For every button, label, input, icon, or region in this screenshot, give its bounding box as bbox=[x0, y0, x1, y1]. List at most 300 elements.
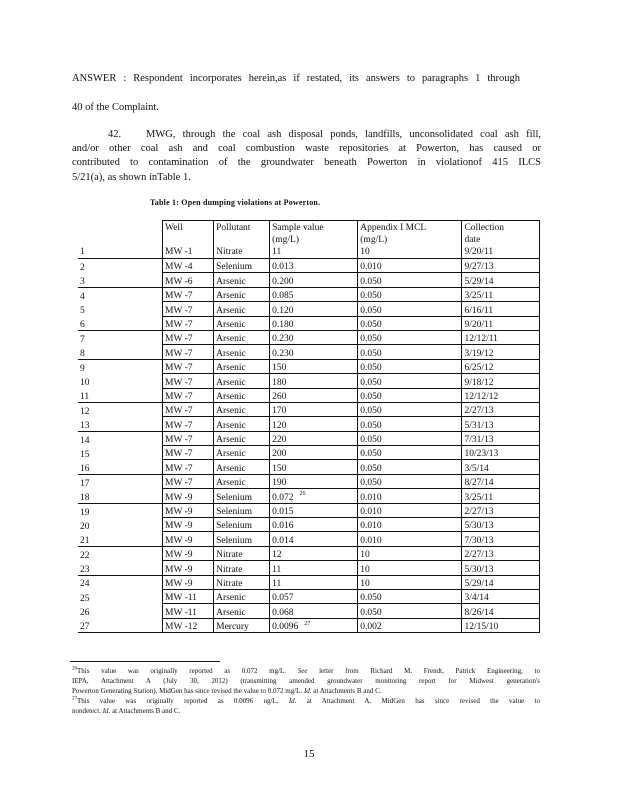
row-number bbox=[78, 589, 163, 603]
collection-date-cell bbox=[462, 316, 540, 330]
pollutant-cell bbox=[214, 273, 270, 287]
sample-value-cell-text: 120 bbox=[272, 420, 287, 431]
pollutant-cell-text: Arsenic bbox=[216, 319, 246, 330]
row-number bbox=[78, 604, 163, 618]
sample-value-cell bbox=[270, 402, 358, 416]
table-row bbox=[78, 388, 540, 402]
sample-value-cell-text: 0.120 bbox=[272, 305, 294, 316]
table-row bbox=[78, 503, 540, 517]
mcl-cell-text: 0.050 bbox=[360, 334, 382, 345]
well-cell-text: MW -7 bbox=[165, 319, 193, 330]
collection-date-cell-text: 2/27/13 bbox=[464, 406, 494, 417]
pollutant-cell-text: Arsenic bbox=[216, 363, 246, 374]
first-mcl-value: 10 bbox=[360, 247, 370, 257]
collection-date-cell-text: 5/29/14 bbox=[464, 578, 494, 589]
pollutant-cell bbox=[214, 302, 270, 316]
collection-date-cell bbox=[462, 460, 540, 474]
mcl-cell-text: 0.010 bbox=[360, 535, 382, 546]
sample-value-cell bbox=[270, 287, 358, 301]
collection-date-header bbox=[462, 221, 540, 259]
mcl-cell bbox=[358, 287, 462, 301]
table-row bbox=[78, 489, 540, 503]
table-row bbox=[78, 345, 540, 359]
well-cell bbox=[163, 316, 214, 330]
footnote-27-line-2b: . at Attachments B and C. bbox=[108, 707, 181, 715]
row-number-text: 4 bbox=[80, 291, 85, 302]
pollutant-cell-text: Arsenic bbox=[216, 435, 246, 446]
pollutant-cell bbox=[214, 546, 270, 560]
first-date-value: 9/20/11 bbox=[464, 247, 494, 257]
mcl-cell bbox=[358, 446, 462, 460]
well-cell bbox=[163, 431, 214, 445]
sample-value-cell-text: 260 bbox=[272, 391, 287, 402]
mcl-cell bbox=[358, 388, 462, 402]
table-row bbox=[78, 474, 540, 488]
sample-value-cell-text: 0.072 bbox=[272, 492, 294, 503]
collection-date-cell-text: 6/16/11 bbox=[464, 305, 494, 316]
table-row bbox=[78, 374, 540, 388]
pollutant-cell bbox=[214, 359, 270, 373]
mcl-cell-text: 0.050 bbox=[360, 276, 382, 287]
footnote-26-id: Id bbox=[303, 687, 310, 695]
sample-value-cell bbox=[270, 431, 358, 445]
well-cell bbox=[163, 489, 214, 503]
pollutant-header-label: Pollutant bbox=[216, 223, 251, 233]
mcl-cell-text: 0.050 bbox=[360, 435, 382, 446]
collection-date-cell-text: 2/27/13 bbox=[464, 507, 494, 518]
row-number-text: 7 bbox=[80, 334, 85, 345]
sample-value-cell-text: 0.015 bbox=[272, 507, 294, 518]
sample-value-cell bbox=[270, 561, 358, 575]
pollutant-cell bbox=[214, 460, 270, 474]
mcl-cell-text: 0.050 bbox=[360, 305, 382, 316]
row-number-text: 22 bbox=[80, 550, 90, 561]
collection-date-cell-text: 3/5/14 bbox=[464, 463, 489, 474]
table-row bbox=[78, 302, 540, 316]
footnote-27-line-2 bbox=[72, 706, 540, 716]
pollutant-cell-text: Nitrate bbox=[216, 564, 243, 575]
well-cell bbox=[163, 518, 214, 532]
first-pollutant-value: Nitrate bbox=[216, 247, 243, 257]
collection-date-cell bbox=[462, 359, 540, 373]
mcl-cell-text: 0.050 bbox=[360, 406, 382, 417]
mcl-cell bbox=[358, 474, 462, 488]
mcl-cell bbox=[358, 532, 462, 546]
collection-date-cell bbox=[462, 388, 540, 402]
footnote-27-id-2: Id bbox=[102, 707, 109, 715]
table-row bbox=[78, 575, 540, 589]
pollutant-cell-text: Selenium bbox=[216, 521, 253, 532]
well-cell-text: MW -4 bbox=[165, 262, 193, 273]
mcl-cell bbox=[358, 604, 462, 618]
sample-value-cell-text: 11 bbox=[272, 578, 282, 589]
table-row bbox=[78, 316, 540, 330]
collection-date-cell-text: 12/15/10 bbox=[464, 622, 499, 633]
mcl-cell-text: 10 bbox=[360, 578, 370, 589]
pollutant-cell-text: Arsenic bbox=[216, 348, 246, 359]
well-header-label: Well bbox=[165, 223, 183, 233]
sample-value-cell bbox=[270, 460, 358, 474]
row-number-text: 8 bbox=[80, 348, 85, 359]
row-number bbox=[78, 402, 163, 416]
collection-date-cell-text: 5/31/13 bbox=[464, 420, 494, 431]
collection-date-cell bbox=[462, 273, 540, 287]
sample-value-header bbox=[270, 221, 358, 259]
mcl-cell-text: 10 bbox=[360, 564, 370, 575]
violations-table bbox=[78, 220, 540, 633]
mcl-cell bbox=[358, 589, 462, 603]
row-number bbox=[78, 273, 163, 287]
sample-value-cell bbox=[270, 359, 358, 373]
collection-date-cell-text: 9/27/13 bbox=[464, 262, 494, 273]
footnote-27-text-b: . at Attachment A. MidGen has since revised the value to bbox=[294, 697, 540, 705]
sample-value-cell bbox=[270, 330, 358, 344]
row-number bbox=[78, 359, 163, 373]
collection-date-cell-text: 6/25/12 bbox=[464, 363, 494, 374]
pollutant-cell bbox=[214, 316, 270, 330]
mcl-cell-text: 0.050 bbox=[360, 478, 382, 489]
row-number-text: 24 bbox=[80, 579, 90, 590]
well-cell-text: MW -9 bbox=[165, 507, 193, 518]
well-cell bbox=[163, 417, 214, 431]
table-row bbox=[78, 518, 540, 532]
well-cell bbox=[163, 359, 214, 373]
pollutant-cell bbox=[214, 417, 270, 431]
sample-value-cell-text: 150 bbox=[272, 363, 287, 374]
sample-value-cell bbox=[270, 259, 358, 273]
collection-date-cell-text: 7/31/13 bbox=[464, 435, 494, 446]
row-number bbox=[78, 345, 163, 359]
row-number bbox=[78, 302, 163, 316]
footnote-27-marker: 27 bbox=[72, 696, 77, 702]
pollutant-cell-text: Arsenic bbox=[216, 391, 246, 402]
pollutant-cell-text: Selenium bbox=[216, 492, 253, 503]
sample-value-cell-text: 0.230 bbox=[272, 348, 294, 359]
collection-date-cell-text: 3/4/14 bbox=[464, 593, 489, 604]
footnote-rule bbox=[70, 661, 220, 662]
collection-date-cell-text: 8/27/14 bbox=[464, 478, 494, 489]
well-cell bbox=[163, 259, 214, 273]
well-cell bbox=[163, 503, 214, 517]
sample-value-cell-text: 150 bbox=[272, 463, 287, 474]
pollutant-cell-text: Arsenic bbox=[216, 334, 246, 345]
sample-value-cell-text: 0.057 bbox=[272, 593, 294, 604]
mcl-cell-text: 0.050 bbox=[360, 291, 382, 302]
pollutant-cell bbox=[214, 402, 270, 416]
row-number bbox=[78, 575, 163, 589]
paragraph-42-line-2: and/or other coal ash and coal combustion waste repositories at Powerton, has caused or bbox=[72, 143, 541, 154]
collection-date-cell bbox=[462, 518, 540, 532]
footnote-26-text-a: This value was originally reported as 0.072 mg/L. bbox=[77, 667, 287, 675]
row-number-text: 17 bbox=[80, 478, 90, 489]
pollutant-cell-text: Arsenic bbox=[216, 463, 246, 474]
pollutant-cell-text: Selenium bbox=[216, 535, 253, 546]
mcl-cell bbox=[358, 330, 462, 344]
sample-value-cell-text: 190 bbox=[272, 478, 287, 489]
table-caption: Table 1: Open dumping violations at Powerton. bbox=[150, 198, 321, 207]
mcl-cell bbox=[358, 460, 462, 474]
footnote-27-id: Id bbox=[288, 697, 295, 705]
sample-value-cell-text: 220 bbox=[272, 435, 287, 446]
collection-date-cell-text: 3/19/12 bbox=[464, 348, 494, 359]
collection-date-cell bbox=[462, 345, 540, 359]
row-number-text: 5 bbox=[80, 306, 85, 317]
well-cell-text: MW -11 bbox=[165, 607, 197, 618]
collection-date-cell-text: 3/25/11 bbox=[464, 291, 494, 302]
page-number: 15 bbox=[303, 748, 315, 760]
pollutant-cell bbox=[214, 518, 270, 532]
collection-date-cell bbox=[462, 402, 540, 416]
collection-date-cell bbox=[462, 474, 540, 488]
collection-date-cell-text: 7/30/13 bbox=[464, 535, 494, 546]
row-number bbox=[78, 503, 163, 517]
collection-date-cell-text: 5/29/14 bbox=[464, 276, 494, 287]
mcl-cell-text: 0.050 bbox=[360, 607, 382, 618]
mcl-cell bbox=[358, 503, 462, 517]
sample-value-cell-text: 0.200 bbox=[272, 276, 294, 287]
pollutant-cell bbox=[214, 474, 270, 488]
collection-date-cell bbox=[462, 431, 540, 445]
mcl-cell-text: 0.050 bbox=[360, 319, 382, 330]
mcl-cell bbox=[358, 316, 462, 330]
row-number-text: 3 bbox=[80, 276, 85, 287]
row-number bbox=[78, 287, 163, 301]
row-number bbox=[78, 417, 163, 431]
sample-value-cell bbox=[270, 503, 358, 517]
pollutant-cell-text: Selenium bbox=[216, 262, 253, 273]
collection-date-cell bbox=[462, 374, 540, 388]
collection-date-cell bbox=[462, 446, 540, 460]
pollutant-cell bbox=[214, 431, 270, 445]
table-row bbox=[78, 546, 540, 560]
sample-value-cell-text: 0.230 bbox=[272, 334, 294, 345]
pollutant-cell bbox=[214, 259, 270, 273]
table-row bbox=[78, 273, 540, 287]
appendix-header bbox=[358, 221, 462, 259]
well-cell-text: MW -9 bbox=[165, 492, 193, 503]
mcl-cell bbox=[358, 302, 462, 316]
collection-date-cell bbox=[462, 287, 540, 301]
mcl-cell bbox=[358, 345, 462, 359]
well-cell bbox=[163, 374, 214, 388]
footnote-26 bbox=[72, 666, 540, 696]
footnote-reference[interactable]: 27 bbox=[304, 621, 311, 627]
well-cell bbox=[163, 388, 214, 402]
table-body bbox=[78, 259, 540, 633]
sample-value-cell bbox=[270, 388, 358, 402]
collection-date-cell bbox=[462, 259, 540, 273]
mcl-cell bbox=[358, 417, 462, 431]
collection-date-cell bbox=[462, 417, 540, 431]
sample-value-cell bbox=[270, 604, 358, 618]
well-cell-text: MW -9 bbox=[165, 578, 193, 589]
table-row bbox=[78, 330, 540, 344]
sample-value-cell-text: 0.085 bbox=[272, 291, 294, 302]
answer-line-1: ANSWER : Respondent incorporates herein,as if restated, its answers to paragraphs 1 through bbox=[72, 73, 520, 84]
pollutant-cell bbox=[214, 330, 270, 344]
footnote-27-text-a: This value was originally reported as 0.0096 ug/L. bbox=[77, 697, 279, 705]
table-row bbox=[78, 417, 540, 431]
sample-value-cell bbox=[270, 345, 358, 359]
sample-value-header-label: Sample value (mg/L) bbox=[272, 223, 324, 245]
appendix-header-label: Appendix I MCL (mg/L) bbox=[360, 223, 426, 245]
pollutant-cell-text: Arsenic bbox=[216, 305, 246, 316]
mcl-cell bbox=[358, 561, 462, 575]
table-row bbox=[78, 287, 540, 301]
well-cell bbox=[163, 273, 214, 287]
row-number bbox=[78, 546, 163, 560]
answer-line-2: 40 of the Complaint. bbox=[72, 102, 159, 113]
well-cell-text: MW -9 bbox=[165, 535, 193, 546]
collection-date-cell-text: 5/30/13 bbox=[464, 521, 494, 532]
pollutant-cell-text: Arsenic bbox=[216, 449, 246, 460]
well-cell-text: MW -12 bbox=[165, 622, 198, 633]
mcl-cell bbox=[358, 618, 462, 632]
well-cell bbox=[163, 561, 214, 575]
row-number-text: 11 bbox=[80, 391, 90, 402]
collection-date-header-label: Collection date bbox=[464, 223, 505, 245]
row-number-text: 27 bbox=[80, 622, 90, 633]
mcl-cell bbox=[358, 546, 462, 560]
collection-date-cell bbox=[462, 546, 540, 560]
row-number bbox=[78, 489, 163, 503]
well-cell bbox=[163, 345, 214, 359]
collection-date-cell bbox=[462, 489, 540, 503]
row-number-text: 23 bbox=[80, 564, 90, 575]
pollutant-cell-text: Arsenic bbox=[216, 276, 246, 287]
row-number-header: 1 bbox=[80, 247, 85, 257]
mcl-cell bbox=[358, 273, 462, 287]
pollutant-cell bbox=[214, 575, 270, 589]
pollutant-cell bbox=[214, 388, 270, 402]
well-cell-text: MW -7 bbox=[165, 291, 193, 302]
mcl-cell bbox=[358, 575, 462, 589]
mcl-cell bbox=[358, 431, 462, 445]
collection-date-cell bbox=[462, 302, 540, 316]
collection-date-cell-text: 12/12/11 bbox=[464, 334, 498, 345]
well-cell-text: MW -9 bbox=[165, 564, 193, 575]
pollutant-cell-text: Nitrate bbox=[216, 550, 243, 561]
collection-date-cell bbox=[462, 532, 540, 546]
pollutant-cell bbox=[214, 345, 270, 359]
footnote-26-line-3b: . at Attachments B and C. bbox=[309, 687, 382, 695]
row-number-text: 26 bbox=[80, 608, 90, 619]
table-row bbox=[78, 446, 540, 460]
pollutant-cell bbox=[214, 618, 270, 632]
row-number bbox=[78, 532, 163, 546]
collection-date-cell bbox=[462, 604, 540, 618]
sample-value-cell bbox=[270, 532, 358, 546]
sample-value-cell bbox=[270, 374, 358, 388]
well-cell bbox=[163, 402, 214, 416]
row-number-text: 12 bbox=[80, 406, 90, 417]
collection-date-cell bbox=[462, 589, 540, 603]
mcl-cell-text: 0.050 bbox=[360, 377, 382, 388]
mcl-cell bbox=[358, 402, 462, 416]
well-cell-text: MW -7 bbox=[165, 478, 193, 489]
well-cell-text: MW -7 bbox=[165, 305, 193, 316]
row-number-text: 25 bbox=[80, 593, 90, 604]
table-header-row bbox=[78, 221, 540, 259]
well-cell-text: MW -9 bbox=[165, 521, 193, 532]
collection-date-cell-text: 2/27/13 bbox=[464, 550, 494, 561]
mcl-cell-text: 10 bbox=[360, 550, 370, 561]
footnote-reference[interactable]: 26 bbox=[299, 491, 306, 498]
well-cell-text: MW -11 bbox=[165, 593, 197, 604]
row-number bbox=[78, 388, 163, 402]
row-number-text: 21 bbox=[80, 535, 90, 546]
paragraph-42-line-4: 5/21(a), as shown inTable 1. bbox=[72, 172, 191, 183]
row-number bbox=[78, 330, 163, 344]
pollutant-cell bbox=[214, 446, 270, 460]
mcl-cell bbox=[358, 489, 462, 503]
collection-date-cell-text: 5/30/13 bbox=[464, 564, 494, 575]
row-number bbox=[78, 460, 163, 474]
sample-value-cell bbox=[270, 273, 358, 287]
pollutant-cell-text: Arsenic bbox=[216, 478, 246, 489]
sample-value-cell-text: 0.0096 bbox=[272, 622, 299, 633]
well-cell-text: MW -7 bbox=[165, 435, 193, 446]
mcl-cell bbox=[358, 374, 462, 388]
row-number bbox=[78, 316, 163, 330]
paragraph-42-number: 42. bbox=[108, 129, 122, 140]
sample-value-cell bbox=[270, 618, 358, 632]
pollutant-cell-text: Arsenic bbox=[216, 406, 246, 417]
row-number-text: 16 bbox=[80, 463, 90, 474]
well-cell-text: MW -7 bbox=[165, 334, 193, 345]
pollutant-cell-text: Nitrate bbox=[216, 578, 243, 589]
footnote-27-line-1 bbox=[72, 696, 540, 706]
sample-value-cell-text: 170 bbox=[272, 406, 287, 417]
footnote-26-line-2: IEPA, Attachment A (July 30, 2012) (transmitting amended groundwater monitoring report for Midwest generation's bbox=[72, 677, 540, 685]
sample-value-cell-text: 0.016 bbox=[272, 521, 294, 532]
paragraph-42-line-3: contributed to contamination of the groundwater beneath Powerton in violationof 415 ILCS bbox=[72, 157, 541, 168]
sample-value-cell bbox=[270, 518, 358, 532]
collection-date-cell bbox=[462, 561, 540, 575]
table-row bbox=[78, 402, 540, 416]
collection-date-cell-text: 8/26/14 bbox=[464, 607, 494, 618]
pollutant-cell bbox=[214, 287, 270, 301]
footnote-26-marker: 26 bbox=[72, 666, 77, 672]
pollutant-header bbox=[214, 221, 270, 259]
mcl-cell-text: 0.010 bbox=[360, 492, 382, 503]
footnote-27-line-2a: nondetect. bbox=[72, 707, 101, 715]
row-number-text: 2 bbox=[80, 262, 85, 273]
pollutant-cell-text: Arsenic bbox=[216, 377, 246, 388]
pollutant-cell-text: Mercury bbox=[216, 622, 249, 633]
sample-value-cell bbox=[270, 589, 358, 603]
collection-date-cell bbox=[462, 330, 540, 344]
table-row bbox=[78, 359, 540, 373]
row-number-text: 6 bbox=[80, 319, 85, 330]
mcl-cell bbox=[358, 359, 462, 373]
table-row bbox=[78, 561, 540, 575]
pollutant-cell-text: Selenium bbox=[216, 507, 253, 518]
sample-value-cell bbox=[270, 446, 358, 460]
mcl-cell-text: 0.050 bbox=[360, 449, 382, 460]
sample-value-cell-text: 11 bbox=[272, 564, 282, 575]
well-cell-text: MW -7 bbox=[165, 406, 193, 417]
collection-date-cell-text: 12/12/12 bbox=[464, 391, 499, 402]
well-cell bbox=[163, 575, 214, 589]
collection-date-cell-text: 9/20/11 bbox=[464, 319, 494, 330]
row-number bbox=[78, 518, 163, 532]
well-cell-text: MW -7 bbox=[165, 420, 193, 431]
pollutant-cell bbox=[214, 503, 270, 517]
sample-value-cell bbox=[270, 302, 358, 316]
well-cell bbox=[163, 604, 214, 618]
pollutant-cell bbox=[214, 489, 270, 503]
